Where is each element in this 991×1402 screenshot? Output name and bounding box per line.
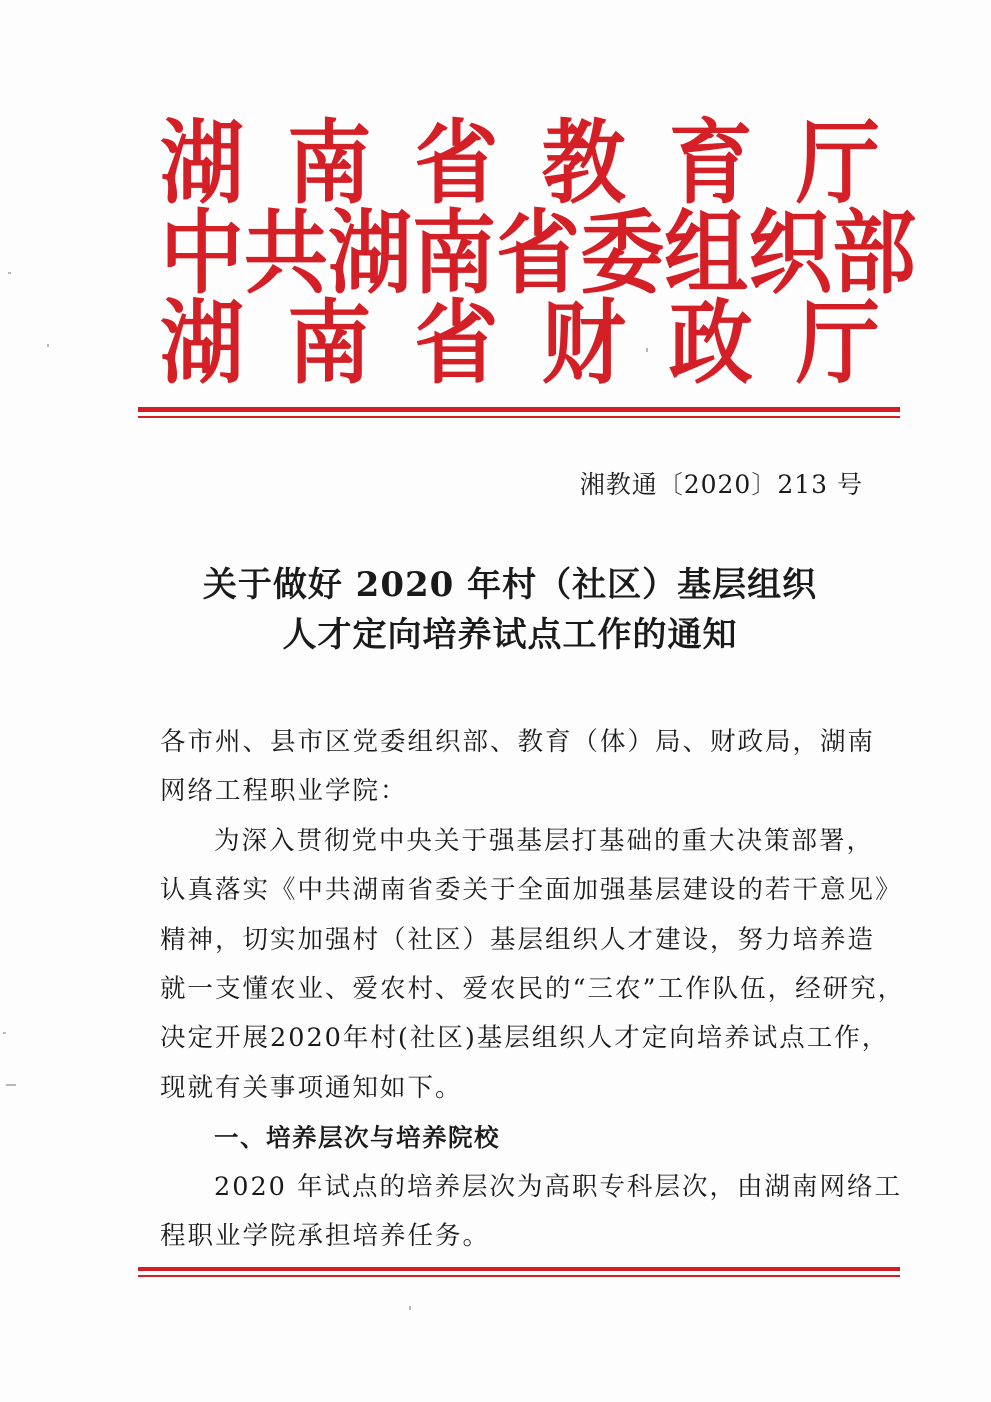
footer-rule-thick [138,1267,900,1271]
paragraph-1-line-4: 就一支懂农业、爱农村、爱农民的“三农”工作队伍，经研究， [160,973,906,1004]
issuer-char: 湖 [160,109,245,216]
addressee-line-2: 网络工程职业学院： [160,776,408,807]
issuer-line-2 [160,199,917,306]
issuer-char: 南 [412,199,497,306]
issuer-char: 厅 [795,289,880,396]
document-title [150,560,870,660]
document-body [160,718,906,1261]
issuer-char: 委 [580,199,665,306]
issuer-char: 共 [244,199,329,306]
paragraph-1-line-5: 决定开展2020年村(社区)基层组织人才定向培养试点工作， [160,1023,890,1054]
scan-speck [47,344,49,347]
issuer-char: 育 [668,109,753,216]
issuer-char: 南 [287,289,372,396]
issuer-char: 织 [748,199,833,306]
issuer-line-3 [160,289,880,396]
issuer-char: 南 [287,109,372,216]
header-rule-thin [138,416,900,418]
paragraph-1-line-6: 现就有关事项通知如下。 [160,1072,463,1103]
issuer-char: 中 [160,199,245,306]
issuer-char: 省 [414,289,499,396]
issuer-char: 部 [832,199,917,306]
section-1-heading: 一、培养层次与培养院校 [214,1123,500,1153]
issuer-char: 湖 [328,199,413,306]
paragraph-1-line-2: 认真落实《中共湖南省委关于全面加强基层建设的若干意见》 [160,875,903,906]
issuer-char: 组 [664,199,749,306]
issuer-header [160,109,917,396]
issuer-char: 省 [414,109,499,216]
issuer-char: 政 [668,289,753,396]
issuer-char: 省 [496,199,581,306]
paragraph-2-line-2: 程职业学院承担培养任务。 [160,1220,491,1251]
issuer-char: 厅 [795,109,880,216]
scan-speck [646,348,648,352]
scan-speck [6,1084,16,1086]
scan-speck [409,1306,411,1310]
paragraph-2-line-1: 2020 年试点的培养层次为高职专科层次，由湖南网络工 [214,1171,903,1202]
addressee-line-1: 各市州、县市区党委组织部、教育（体）局、财政局，湖南 [160,727,876,757]
paragraph-1-line-1: 为深入贯彻党中央关于强基层打基础的重大决策部署， [214,825,875,856]
footer-rule-thin [138,1275,900,1277]
issuer-char: 财 [541,289,626,396]
issuer-char: 湖 [160,289,245,396]
document-number: 湘教通〔2020〕213 号 [579,470,863,499]
paragraph-1-line-3: 精神，切实加强村（社区）基层组织人才建设，努力培养造 [160,924,876,955]
scan-speck [8,272,11,274]
issuer-line-1 [160,109,880,216]
scan-speck [3,1032,6,1034]
header-rule-thick [138,407,900,412]
document-title-line-1: 关于做好 2020 年村（社区）基层组织 [202,565,818,605]
document-title-line-2: 人才定向培养试点工作的通知 [282,615,738,655]
issuer-char: 教 [541,109,626,216]
